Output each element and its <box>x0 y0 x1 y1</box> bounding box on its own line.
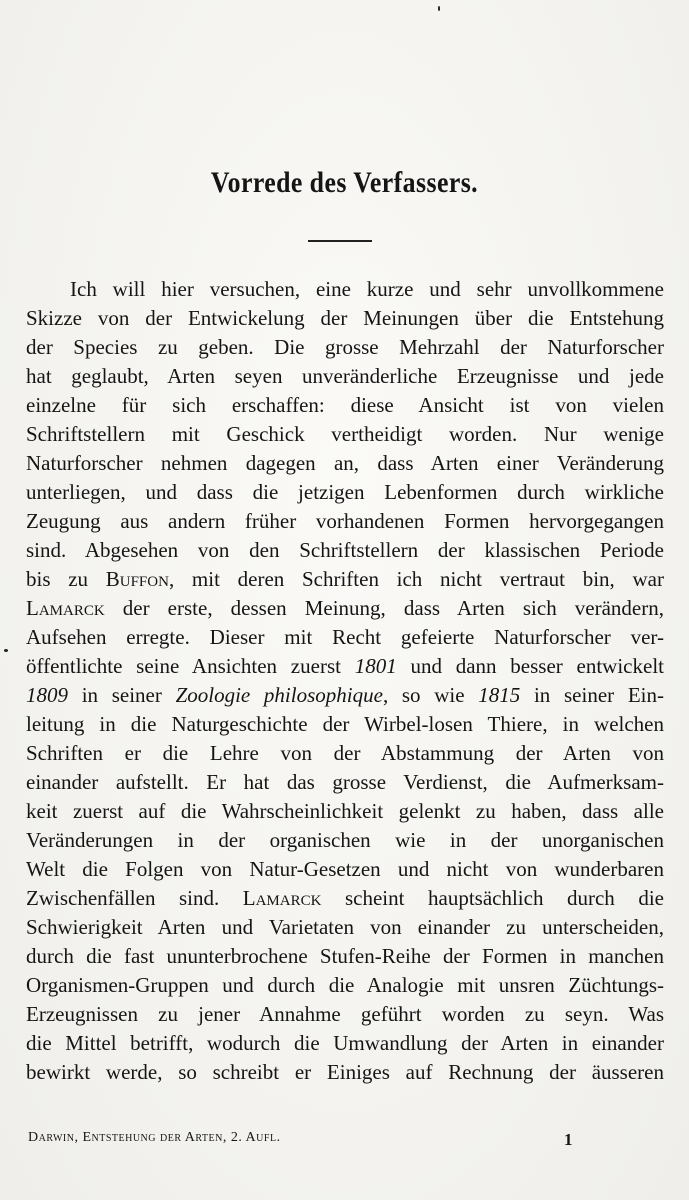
text-segment: der erste, dessen Meinung, dass Arten sich verändern, <box>104 596 664 620</box>
text-line: Naturforscher nehmen dagegen an, dass Arten einer Veränderung <box>26 451 664 475</box>
ink-speck <box>4 649 8 652</box>
text-line: der Species zu geben. Die grosse Mehrzahl der Naturforscher <box>26 335 664 359</box>
text-segment: bis zu <box>26 567 106 591</box>
text-segment: Zwischenfällen sind. <box>26 886 243 910</box>
text-segment: öffentlichte seine Ansichten zuerst <box>26 654 355 678</box>
text-line: Erzeugnissen zu jener Annahme geführt worden zu seyn. Was <box>26 1002 664 1026</box>
text-line: leitung in die Naturgeschichte der Wirbel-losen Thiere, in welchen <box>26 712 664 736</box>
text-line: unterliegen, und dass die jetzigen Lebenformen durch wirkliche <box>26 480 664 504</box>
text-line: Aufsehen erregte. Dieser mit Recht gefeierte Naturforscher ver- <box>26 625 664 649</box>
text-line: Schwierigkeit Arten und Varietaten von einander zu unterscheiden, <box>26 915 664 939</box>
text-line <box>26 565 664 594</box>
text-line <box>26 681 664 710</box>
text-segment: in seiner <box>68 683 176 707</box>
text-line: Veränderungen in der organischen wie in der unorganischen <box>26 828 664 852</box>
text-line <box>26 884 664 913</box>
text-line: bewirkt werde, so schreibt er Einiges auf Rechnung der äusseren <box>26 1060 664 1084</box>
italic-text: 1801 <box>354 654 397 678</box>
text-line: Welt die Folgen von Natur-Gesetzen und nicht von wunderbaren <box>26 857 664 881</box>
text-line: Zeugung aus andern früher vorhandenen Formen hervorgegangen <box>26 509 664 533</box>
author-name: Lamarck <box>242 886 322 910</box>
italic-text: Zoologie philosophique <box>175 683 383 707</box>
text-line: sind. Abgesehen von den Schriftstellern der klassischen Periode <box>26 538 664 562</box>
text-line: einander aufstellt. Er hat das grosse Verdienst, die Aufmerksam- <box>26 770 664 794</box>
text-line: die Mittel betrifft, wodurch die Umwandlung der Arten in einander <box>26 1031 664 1055</box>
text-line: Ich will hier versuchen, eine kurze und sehr unvollkommene <box>70 277 664 301</box>
author-name: Lamarck <box>26 596 105 620</box>
body-text <box>26 275 664 1087</box>
italic-text: 1809 <box>26 683 68 707</box>
text-line <box>26 594 664 623</box>
text-line: hat geglaubt, Arten seyen unveränderliche Erzeugnisse und jede <box>26 364 664 388</box>
text-segment: scheint hauptsächlich durch die <box>321 886 664 910</box>
text-line: durch die fast ununterbrochene Stufen-Reihe der Formen in manchen <box>26 944 664 968</box>
ink-speck <box>438 6 440 11</box>
text-line: Organismen-Gruppen und durch die Analogie mit unsren Züchtungs- <box>26 973 664 997</box>
text-line: Skizze von der Entwickelung der Meinungen über die Entstehung <box>26 306 664 330</box>
text-segment: und dann besser entwickelt <box>396 654 664 678</box>
text-segment: , mit deren Schriften ich nicht vertraut bin, war <box>168 567 664 591</box>
text-line: Schriftstellern mit Geschick vertheidigt worden. Nur wenige <box>26 422 664 446</box>
text-line: keit zuerst auf die Wahrscheinlichkeit gelenkt zu haben, dass alle <box>26 799 664 823</box>
text-line: Schriften er die Lehre von der Abstammung der Arten von <box>26 741 664 765</box>
author-name: Buffon <box>105 567 169 591</box>
title-divider <box>308 240 372 242</box>
text-segment: , so wie <box>382 683 479 707</box>
chapter-title: Vorrede des Verfassers. <box>210 166 479 199</box>
page-number: 1 <box>564 1130 573 1149</box>
text-segment: in seiner Ein- <box>520 683 664 707</box>
text-line: einzelne für sich erschaffen: diese Ansicht ist von vielen <box>26 393 664 417</box>
text-line <box>26 652 664 681</box>
italic-text: 1815 <box>478 683 521 707</box>
page-footer <box>28 1130 573 1150</box>
footer-signature: Darwin, Entstehung der Arten, 2. Aufl. <box>28 1130 281 1145</box>
